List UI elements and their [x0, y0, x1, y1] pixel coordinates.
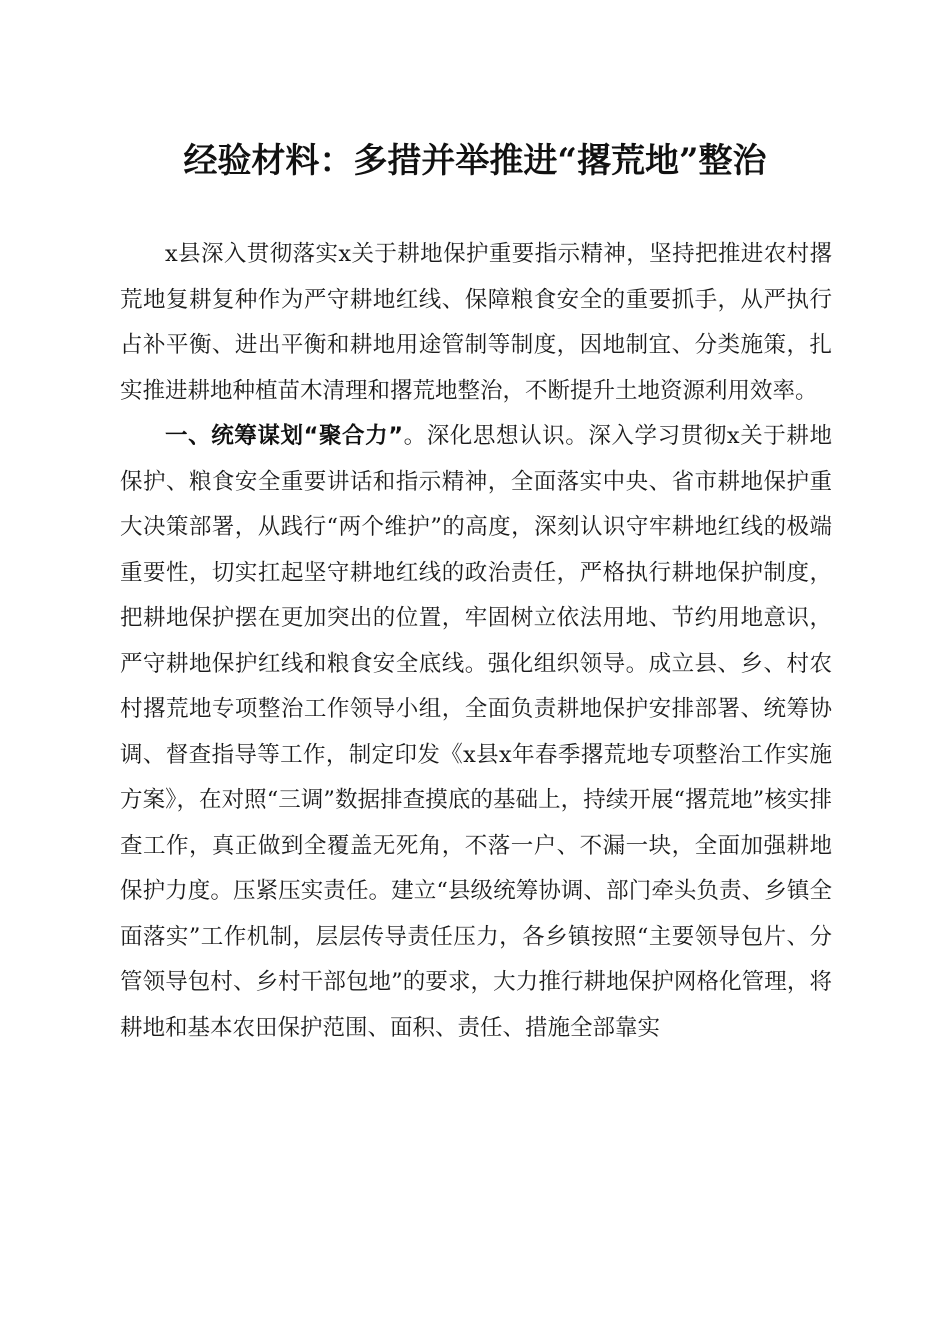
document-body	[120, 232, 832, 1051]
section-one-paragraph	[120, 414, 832, 1051]
section-one-heading: 一、统筹谋划“聚合力”	[165, 423, 404, 449]
intro-paragraph-text: x县深入贯彻落实x关于耕地保护重要指示精神，坚持把推进农村撂荒地复耕复种作为严守耕地红线、保障粮食安全的重要抓手，从严执行占补平衡、进出平衡和耕地用途管制等制度，因地制宜、分类施策，扎实推进耕地种植苗木清理和撂荒地整治，不断提升土地资源利用效率。	[120, 241, 832, 404]
section-one-text: 。深化思想认识。深入学习贯彻x关于耕地保护、粮食安全重要讲话和指示精神，全面落实中央、省市耕地保护重大决策部署，从践行“两个维护”的高度，深刻认识守牢耕地红线的极端重要性，切实扛起坚守耕地红线的政治责任，严格执行耕地保护制度，把耕地保护摆在更加突出的位置，牢固树立依法用地、节约用地意识，严守耕地保护红线和粮食安全底线。强化组织领导。成立县、乡、村农村撂荒地专项整治工作领导小组，全面负责耕地保护安排部署、统筹协调、督查指导等工作，制定印发《x县x年春季撂荒地专项整治工作实施方案》，在对照“三调”数据排查摸底的基础上，持续开展“撂荒地”核实排查工作，真正做到全覆盖无死角，不落一户、不漏一块，全面加强耕地保护力度。压紧压实责任。建立“县级统筹协调、部门牵头负责、乡镇全面落实”工作机制，层层传导责任压力，各乡镇按照“主要领导包片、分管领导包村、乡村干部包地”的要求，大力推行耕地保护网格化管理，将耕地和基本农田保护范围、面积、责任、措施全部靠实	[120, 423, 832, 1041]
document-title: 经验材料：多措并举推进“撂荒地”整治	[183, 141, 767, 181]
intro-paragraph	[120, 232, 832, 414]
